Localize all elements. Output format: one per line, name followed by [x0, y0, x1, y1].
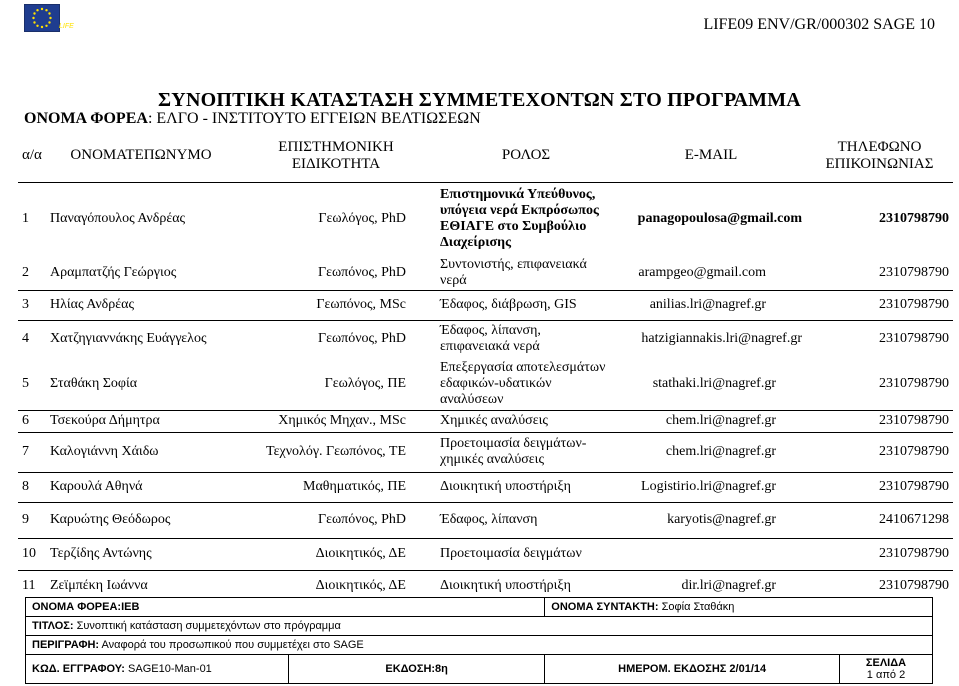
row-phone: 2310798790 [806, 290, 953, 320]
row-specialty: Γεωπόνος, PhD [317, 264, 406, 280]
row-num: 1 [22, 211, 29, 227]
row-email: Logistirio.lri@nagref.gr [616, 472, 806, 502]
row-specialty: Διοικητικός, ΔΕ [236, 538, 436, 570]
footer-row [26, 598, 933, 617]
footer-title-label: ΤΙΤΛΟΣ: [32, 620, 74, 632]
footer-page-value: 1 από 2 [866, 669, 906, 681]
row-name: Τσεκούρα Δήμητρα [46, 410, 236, 432]
organization-value: : ΕΛΓΟ - ΙΝΣΤΙΤΟΥΤΟ ΕΓΓΕΙΩΝ ΒΕΛΤΙΩΣΕΩΝ [147, 110, 481, 127]
row-email: chem.lri@nagref.gr [616, 410, 806, 432]
col-phone-line2: ΕΠΙΚΟΙΝΩΝΙΑΣ [825, 155, 934, 172]
footer-org-value: ΟΝΟΜΑ ΦΟΡΕΑ:ΙΕΒ [32, 601, 140, 613]
footer-row [26, 655, 933, 684]
row-name: Καρουλά Αθηνά [46, 472, 236, 502]
row-email: anilias.lri@nagref.gr [616, 290, 806, 320]
footer-desc-label: ΠΕΡΙΓΡΑΦΗ: [32, 639, 100, 651]
col-name: ΟΝΟΜΑΤΕΠΩΝΥΜΟ [46, 130, 236, 182]
footer-description [26, 636, 933, 655]
table-row [18, 432, 953, 472]
row-num: 6 [18, 410, 46, 432]
row-name: Καρυώτης Θεόδωρος [46, 502, 236, 538]
row-email: hatzigiannakis.lri@nagref.gr [616, 320, 806, 358]
row-name: Σταθάκη Σοφία [50, 375, 138, 391]
page-title: ΣΥΝΟΠΤΙΚΗ ΚΑΤΑΣΤΑΣΗ ΣΥΜΜΕΤΕΧΟΝΤΩΝ ΣΤΟ ΠΡΟΓΡΑΜΜΑ [158, 89, 801, 111]
footer-org [26, 598, 545, 617]
table-row [18, 472, 953, 502]
row-name: Ηλίας Ανδρέας [46, 290, 236, 320]
logo-text: LIFE [59, 23, 74, 30]
footer-desc-value: Αναφορά του προσωπικού που συμμετέχει στο SAGE [99, 639, 364, 651]
row-role: Έδαφος, διάβρωση, GIS [436, 290, 616, 320]
footer-title-value: Συνοπτική κατάσταση συμμετεχόντων στο πρόγραμμα [73, 620, 341, 632]
table-row [18, 256, 953, 290]
footer-author-label: ΟΝΟΜΑ ΣΥΝΤΑΚΤΗ: [551, 601, 659, 613]
row-name: Χατζηγιαννάκης Ευάγγελος [46, 320, 236, 358]
row-num: 4 [18, 320, 46, 358]
footer-author [545, 598, 933, 617]
col-specialty-line1: ΕΠΙΣΤΗΜΟΝΙΚΗ [278, 138, 394, 155]
footer-code-label: ΚΩΔ. ΕΓΓΡΑΦΟΥ: [32, 663, 125, 675]
row-name: Καλογιάννη Χάιδω [46, 432, 236, 472]
footer-title [26, 617, 933, 636]
organization-label: ΟΝΟΜΑ ΦΟΡΕΑ [24, 110, 148, 127]
table-row [18, 182, 953, 256]
row-phone: 2310798790 [806, 570, 953, 602]
row-name: Τερζίδης Αντώνης [46, 538, 236, 570]
col-phone [806, 130, 953, 182]
row-role: Διοικητική υποστήριξη [436, 472, 616, 502]
table-row [18, 358, 953, 410]
row-email: dir.lri@nagref.gr [616, 570, 806, 602]
row-specialty: Διοικητικός, ΔΕ [236, 570, 436, 602]
row-name: Ζεϊμπέκη Ιωάννα [46, 570, 236, 602]
row-phone: 2310798790 [806, 410, 953, 432]
row-num: 8 [18, 472, 46, 502]
row-role: Έδαφος, λίπανση, επιφανειακά νερά [436, 320, 616, 358]
table-row [18, 502, 953, 538]
row-role: Διοικητική υποστήριξη [436, 570, 616, 602]
row-specialty: Γεωπόνος, MSc [236, 290, 436, 320]
col-role: ΡΟΛΟΣ [436, 130, 616, 182]
col-specialty-line2: ΕΙΔΙΚΟΤΗΤΑ [291, 155, 381, 172]
row-num: 3 [18, 290, 46, 320]
row-phone: 2310798790 [806, 538, 953, 570]
table-row [18, 538, 953, 570]
col-phone-line1: ΤΗΛΕΦΩΝΟ [837, 138, 922, 155]
participants-table [18, 130, 953, 602]
row-phone: 2310798790 [879, 375, 949, 391]
life-logo [24, 4, 74, 32]
footer-row [26, 636, 933, 655]
footer-row [26, 617, 933, 636]
row-specialty: Χημικός Μηχαν., MSc [236, 410, 436, 432]
row-specialty: Γεωπόνος, PhD [236, 320, 436, 358]
table-row [18, 320, 953, 358]
row-specialty: Γεωλόγος, ΠΕ [324, 375, 406, 391]
row-num: 2 [22, 264, 29, 280]
row-num: 10 [18, 538, 46, 570]
row-phone: 2310798790 [879, 211, 949, 227]
row-num: 5 [22, 375, 29, 391]
row-num: 9 [18, 502, 46, 538]
footer-code-value: SAGE10-Man-01 [124, 663, 212, 675]
footer-page-label: ΣΕΛΙΔΑ [865, 657, 907, 669]
document-code: LIFE09 ENV/GR/000302 SAGE 10 [703, 16, 935, 33]
row-specialty: Γεωπόνος, PhD [236, 502, 436, 538]
row-phone: 2410671298 [806, 502, 953, 538]
row-num: 11 [18, 570, 46, 602]
row-phone: 2310798790 [806, 320, 953, 358]
row-phone: 2310798790 [879, 264, 949, 280]
table-row [18, 290, 953, 320]
footer-edition: ΕΚΔΟΣΗ:8η [289, 655, 545, 684]
row-email: chem.lri@nagref.gr [616, 432, 806, 472]
row-specialty: Μαθηματικός, ΠΕ [236, 472, 436, 502]
document-footer [25, 597, 933, 684]
row-name: Παναγόπουλος Ανδρέας [50, 211, 186, 227]
col-email: E-MAIL [616, 130, 806, 182]
table-row [18, 410, 953, 432]
footer-page [840, 655, 933, 684]
footer-author-value: Σοφία Σταθάκη [658, 601, 735, 613]
row-email: stathaki.lri@nagref.gr [652, 375, 776, 391]
row-role: Προετοιμασία δειγμάτων- χημικές αναλύσεις [436, 432, 616, 472]
row-role: Επιστημονικά Υπεύθυνος, υπόγεια νερά Εκπρόσωπος ΕΘΙΑΓΕ στο Συμβούλιο Διαχείρισης [440, 187, 599, 251]
col-num: α/α [18, 130, 46, 182]
row-email: arampgeo@gmail.com [638, 264, 766, 280]
footer-date: ΗΜΕΡΟΜ. ΕΚΔΟΣΗΣ 2/01/14 [545, 655, 840, 684]
col-specialty [236, 130, 436, 182]
eu-stars-icon [25, 5, 59, 31]
row-role: Προετοιμασία δειγμάτων [436, 538, 616, 570]
row-name: Αραμπατζής Γεώργιος [50, 264, 177, 280]
row-role: Έδαφος, λίπανση [436, 502, 616, 538]
row-num: 7 [18, 432, 46, 472]
table-header [18, 130, 953, 182]
row-role: Συντονιστής, επιφανειακά νερά [440, 256, 587, 288]
organization-line [24, 110, 481, 128]
row-email [616, 538, 806, 570]
row-specialty: Τεχνολόγ. Γεωπόνος, ΤΕ [236, 432, 436, 472]
row-role: Επεξεργασία αποτελεσμάτων εδαφικών-υδατικών αναλύσεων [440, 359, 606, 407]
row-phone: 2310798790 [806, 472, 953, 502]
row-role: Χημικές αναλύσεις [436, 410, 616, 432]
row-specialty: Γεωλόγος, PhD [318, 211, 406, 227]
row-email: karyotis@nagref.gr [616, 502, 806, 538]
footer-code [26, 655, 289, 684]
row-email: panagopoulosa@gmail.com [637, 211, 802, 227]
row-phone: 2310798790 [806, 432, 953, 472]
